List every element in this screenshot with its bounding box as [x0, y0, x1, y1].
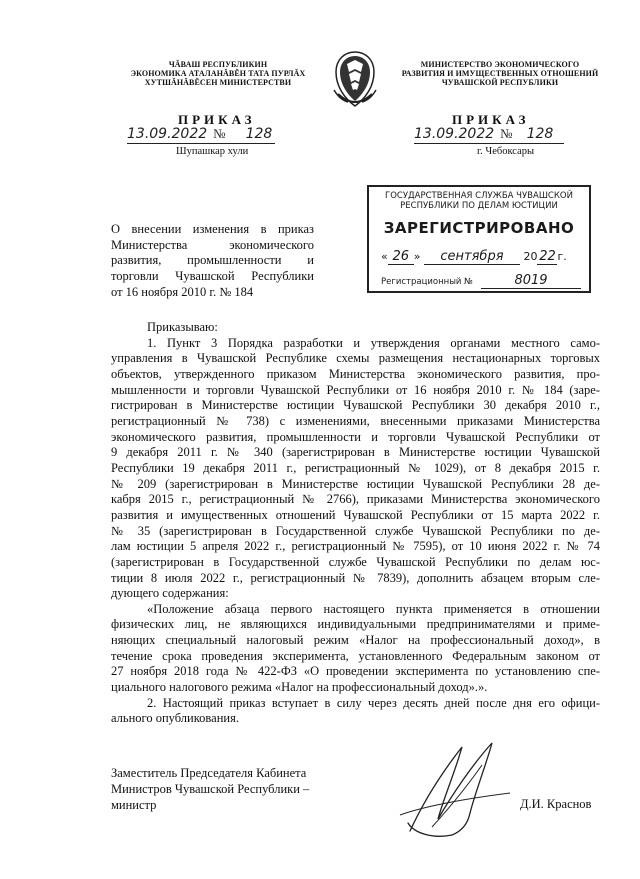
- body-line: дующего содержания:: [111, 586, 229, 601]
- header-left-line: ЧĂВАШ РЕСПУБЛИКИН: [168, 60, 268, 69]
- signer-title-line: министр: [111, 798, 157, 812]
- quote-line: циального налогового режима «Налог на профессиональный доход».».: [111, 680, 488, 695]
- body-line: 1. Пункт 3 Порядка разработки и утверждения органами местного само-: [147, 335, 600, 350]
- subject-line: торговли Чувашской Республики: [111, 269, 314, 284]
- header-left-line: ЭКОНОМИКА АТАЛАНĂВĔН ТАТА ПУРЛĂХ: [130, 69, 306, 78]
- order-directive: Приказываю:: [147, 320, 218, 334]
- body-line: (зарегистрирован в Государственной службе Чувашской Республики по делам юс-: [111, 554, 600, 569]
- quote-line: 27 ноября 2018 года № 422-ФЗ «О проведении эксперимента по установлению спе-: [111, 664, 600, 679]
- body-line: мышленности и торговли Чувашской Республики от 16 ноября 2010 г. № 184 (заре-: [111, 382, 600, 397]
- quote-line: течение срока проведения эксперимента, установленного Федеральным законом от: [111, 648, 600, 663]
- header-right-line: МИНИСТЕРСТВО ЭКОНОМИЧЕСКОГО: [420, 60, 580, 69]
- stamp-registration-number: [381, 273, 581, 289]
- stamp-reg-label: Регистрационный №: [381, 277, 473, 287]
- quote-line: няющих специальный налоговый режим «Налог на профессиональный доход», в: [111, 633, 600, 648]
- number-sign: №: [500, 126, 513, 141]
- stamp-month: сентября: [424, 249, 520, 265]
- body-line: Республики 19 декабря 2011 г., регистрационный № 1029), от 8 декабря 2015 г.: [111, 460, 600, 475]
- stamp-year-suffix: 22: [539, 249, 556, 264]
- body-line: кабря 2015 г., регистрационный № 2766), приказами Министерства экономического: [111, 492, 600, 507]
- header-right-ministry-russian: [384, 60, 616, 87]
- stamp-agency-line2: РЕСПУБЛИКИ ПО ДЕЛАМ ЮСТИЦИИ: [400, 201, 558, 211]
- header-right-line: РАЗВИТИЯ И ИМУЩЕСТВЕННЫХ ОТНОШЕНИЙ: [401, 69, 599, 78]
- signer-name: Д.И. Краснов: [520, 797, 592, 811]
- subject-line: от 16 ноября 2010 г. № 184: [111, 284, 254, 299]
- handwritten-signature: [392, 735, 522, 845]
- body-line: лам юстиции 5 апреля 2022 г., регистрационный № 7595), от 10 июня 2022 г. № 74: [111, 539, 600, 554]
- body-line: 2. Настоящий приказ вступает в силу через десять дней после дня его офици-: [147, 695, 600, 710]
- body-line: гистрирован в Министерстве юстиции Чувашской Республики 30 декабря 2010 г.,: [111, 398, 600, 413]
- body-line: № 209 (зарегистрирован в Министерстве юстиции Чувашской Республики 28 де-: [111, 476, 600, 491]
- quote-line: физических лиц, не являющихся индивидуальными предпринимателями и приме-: [111, 617, 600, 632]
- stamp-day: 26: [388, 249, 414, 265]
- body-line: экономического развития, промышленности и торговли Чувашской Республики от: [111, 429, 600, 444]
- signer-title-line: Министров Чувашской Республики –: [111, 782, 310, 796]
- header-right-line: ЧУВАШСКОЙ РЕСПУБЛИКИ: [441, 78, 559, 87]
- header-left-line: ХУТШĂНĂВĔСЕН МИНИСТЕРСТВИ: [144, 78, 292, 87]
- stamp-year-unit: г.: [557, 250, 567, 263]
- number-sign: №: [213, 126, 226, 141]
- body-line: ального опубликования.: [111, 711, 239, 726]
- stamp-agency-line1: ГОСУДАРСТВЕННАЯ СЛУЖБА ЧУВАШСКОЙ: [385, 191, 573, 201]
- place-chuvash: Шупашкар хули: [176, 146, 249, 157]
- subject-line: Министерства экономического: [111, 237, 314, 252]
- subject-line: О внесении изменения в приказ: [111, 222, 314, 236]
- header-left-ministry-chuvash: [112, 60, 324, 87]
- stamp-registered-title: ЗАРЕГИСТРИРОВАНО: [383, 219, 575, 237]
- coat-of-arms-emblem-icon: [330, 50, 380, 108]
- body-line: регистрационный № 738) с изменениями, внесенными приказами Министерства: [111, 413, 600, 428]
- body-line: № 35 (зарегистрирован в Государственной службе Чувашской Республики по де-: [111, 523, 600, 538]
- stamp-reg-value: 8019: [481, 273, 581, 289]
- place-russian: г. Чебоксары: [477, 146, 535, 157]
- order-date-number-left: [127, 126, 275, 142]
- order-number: 128: [526, 126, 554, 142]
- body-line: тиции 8 июля 2022 г., регистрационный № 7839), дополнить абзацем вторым сле-: [111, 570, 600, 585]
- stamp-year-prefix: 20: [523, 250, 538, 263]
- subject-line: развития, промышленности и: [111, 253, 314, 268]
- order-title-right: ПРИКАЗ: [452, 112, 530, 127]
- body-line: управления в Чувашской Республике схемы размещения нестационарных торговых: [111, 351, 600, 366]
- body-line: объектов, утвержденного приказом Министерства экономического развития, про-: [111, 366, 600, 381]
- order-subject: [111, 222, 314, 301]
- quote-line: «Положение абзаца первого настоящего пункта применяется в отношении: [147, 601, 600, 616]
- order-body: [111, 320, 600, 727]
- registration-stamp: [367, 185, 591, 293]
- order-title-left: ПРИКАЗ: [178, 112, 256, 127]
- signer-title: [111, 765, 309, 813]
- order-date-number-right: [414, 126, 564, 142]
- order-number: 128: [245, 126, 273, 142]
- order-date: 13.09.2022: [127, 126, 208, 142]
- signer-title-line: Заместитель Председателя Кабинета: [111, 766, 307, 780]
- body-line: развития и имущественных отношений Чувашской Республики от 15 марта 2022 г.: [111, 507, 600, 522]
- order-date: 13.09.2022: [414, 126, 495, 142]
- body-line: 9 декабря 2011 г. № 340 (зарегистрирован в Министерстве юстиции Чувашской: [111, 445, 600, 460]
- stamp-date: « 26 » сентября 20 22 г.: [381, 249, 567, 264]
